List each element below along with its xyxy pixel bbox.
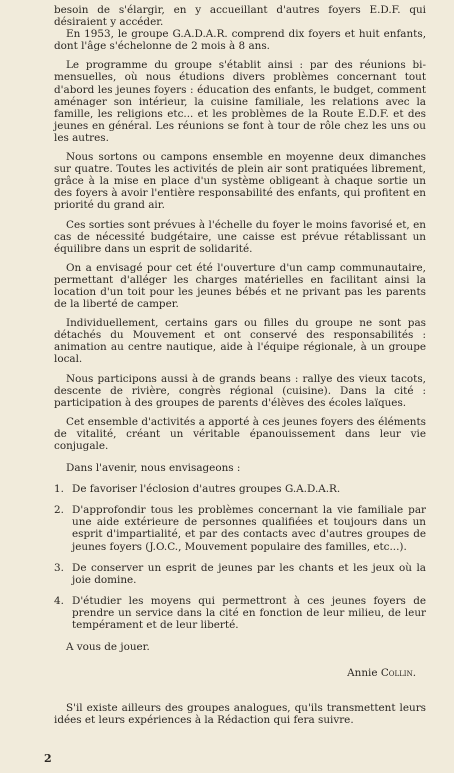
future-plans-list xyxy=(54,483,426,631)
paragraph-outings: Nous sortons ou campons ensemble en moyenne deux dimanches sur quatre. Toutes les activités de plein air sont pratiquées librement, grâce à la mise en place d'un système obligeant à chaque sortie un des foyers à avoir l'entière responsabilité des enfants, qui profitent en priorité du grand air. xyxy=(54,151,426,212)
paragraph-camp: On a envisagé pour cet été l'ouverture d'un camp communautaire, permettant d'alléger les charges matérielles en facilitant ainsi la location d'un toit pour les jeunes bébés et ne privant pas les parents de la liberté de camper. xyxy=(54,261,426,311)
list-item xyxy=(54,504,426,552)
paragraph-vitality: Cet ensemble d'activités a apporté à ces jeunes foyers des éléments de vitalité, créant un véritable épanouissement dans leur vie conjugale. xyxy=(54,415,426,452)
signature-last-name: Collin. xyxy=(380,667,416,680)
list-item xyxy=(54,483,426,495)
paragraph-continuation: besoin de s'élargir, en y accueillant d'autres foyers E.D.F. qui désiraient y accéder. xyxy=(54,4,426,29)
paragraph-responsibilities: Individuellement, certains gars ou filles du groupe ne sont pas détachés du Mouvement et ont conservé des responsabilités : animation au centre nautique, aide à l'équipe régionale, à un groupe local. xyxy=(54,317,426,366)
footer-note: S'il existe ailleurs des groupes analogues, qu'ils transmettent leurs idées et leurs expériences à la Rédaction qui fera suivre. xyxy=(54,702,426,727)
signature xyxy=(54,667,426,679)
list-item-text: D'approfondir tous les problèmes concernant la vie familiale par une aide extérieure de personnes qualifiées et toujours dans un esprit d'impartialité, et par des contacts avec d'autres groupes de jeunes foyers (J.O.C., Mouvement populaire des familles, etc...). xyxy=(72,504,426,553)
list-item-text: De favoriser l'éclosion d'autres groupes G.A.D.A.R. xyxy=(72,483,341,496)
list-item-text: De conserver un esprit de jeunes par les chants et les jeux où la joie domine. xyxy=(72,561,426,586)
page-number: 2 xyxy=(44,752,52,765)
list-item xyxy=(54,562,426,586)
list-intro: Dans l'avenir, nous envisageons : xyxy=(66,462,241,475)
list-item xyxy=(54,595,426,631)
list-item-number: 3. xyxy=(54,561,64,574)
paragraph-program: Le programme du groupe s'établit ainsi : par des réunions bi-mensuelles, où nous étudions divers problèmes concernant tout d'abord les jeunes foyers : éducation des enfants, le budget, comment aménager son intérieur, la cuisine familiale, les relations avec la famille, les religions etc... et les problèmes de la Route E.D.F. et des jeunes en général. Les réunions se font à tour de rôle chez les uns ou les autres. xyxy=(54,59,426,144)
list-item-text: D'étudier les moyens qui permettront à ces jeunes foyers de prendre un service dans la cité en fonction de leur milieu, de leur tempérament et de leur liberté. xyxy=(72,594,426,632)
closing-line: A vous de jouer. xyxy=(66,641,150,654)
paragraph-solidarity: Ces sorties sont prévues à l'échelle du foyer le moins favorisé et, en cas de nécessité budgétaire, une caisse est prévue rétablissant un équilibre dans un esprit de solidarité. xyxy=(54,218,426,255)
paragraph-group-composition: En 1953, le groupe G.A.D.A.R. comprend dix foyers et huit enfants, dont l'âge s'échelonne de 2 mois à 8 ans. xyxy=(54,28,426,53)
list-item-number: 2. xyxy=(54,504,64,517)
signature-first-name: Annie xyxy=(347,667,378,680)
list-item-number: 4. xyxy=(54,594,64,607)
list-item-number: 1. xyxy=(54,483,64,496)
paragraph-participation: Nous participons aussi à de grands beans : rallye des vieux tacots, descente de rivière, congrès régional (cuisine). Dans la cité : participation à des groupes de parents d'élèves des écoles laïques. xyxy=(54,372,426,409)
